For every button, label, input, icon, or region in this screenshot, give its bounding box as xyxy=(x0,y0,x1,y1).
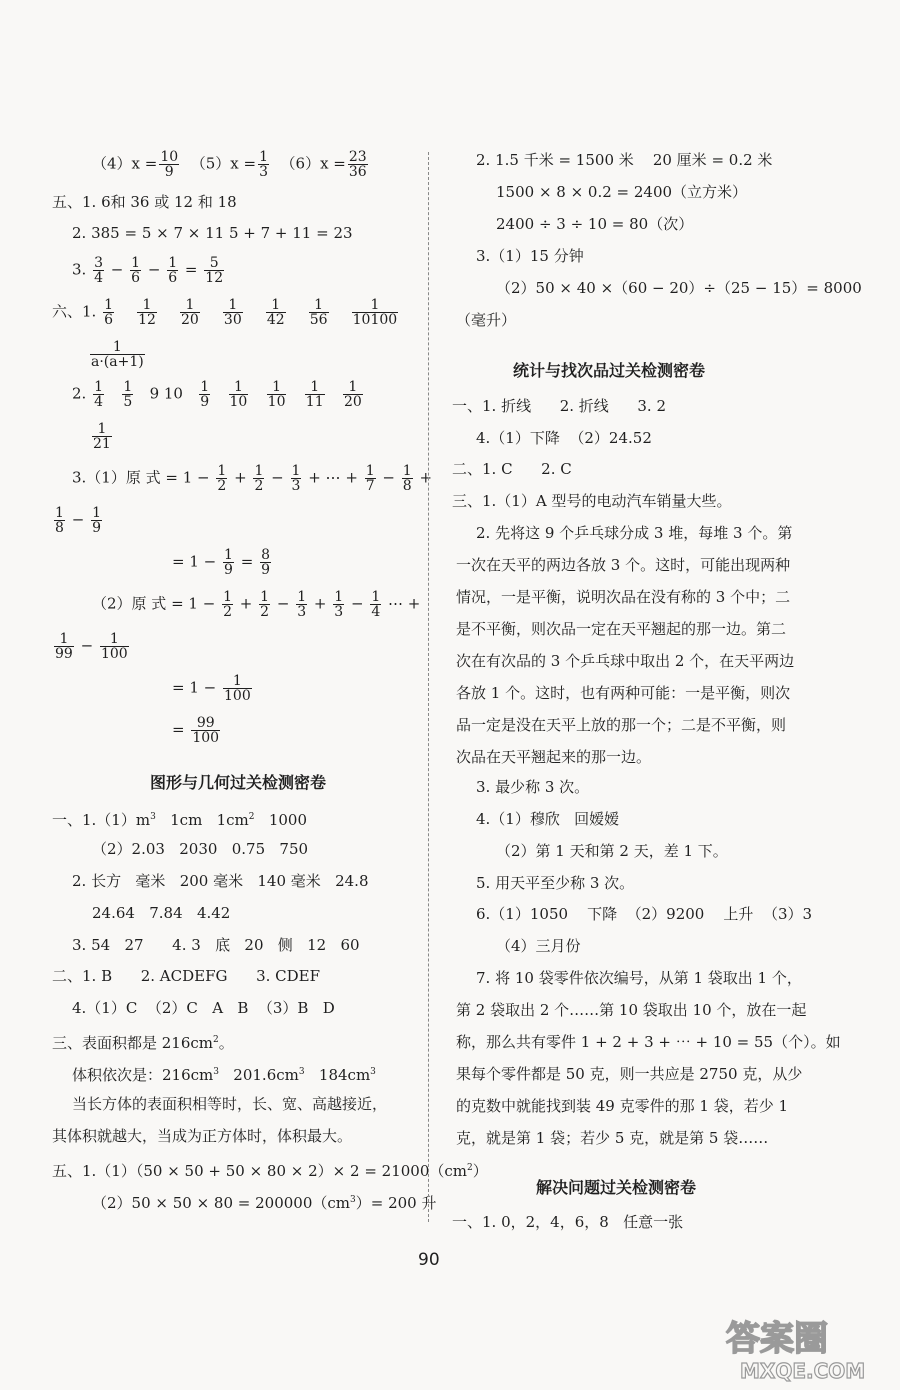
stats-line-3: 二、1. C 2. C xyxy=(452,460,572,478)
geometry-line-12: 五、$1.(1)(50 \times 50 + 50 \times 80 \times 2)\times 2 = 21000(cm^2)$ xyxy=(52,1162,488,1180)
geometry-line-9: 体积依次是：$216cm^3$ $201.6cm^3$ $184cm^3$ xyxy=(72,1066,376,1084)
right-line-4: 3.（1）15 分钟 xyxy=(476,247,584,265)
geometry-line-10: 当长方体的表面积相等时，长、宽、高越接近， xyxy=(72,1095,388,1113)
stats-line-7: 情况，一是平衡，说明次品在没有称的 3 个中；二 xyxy=(456,588,791,606)
left-line-6: $\frac{1}{a\cdot(a+1)}$ xyxy=(91,339,144,370)
geometry-line-1: 一、$1.(1)m^3$ 1cm $1cm^2$ 1000 xyxy=(52,811,307,829)
right-line-5: （2）50 × 40 ×（60 − 20）÷（25 − 15）= 8000 xyxy=(496,279,862,297)
left-line-9: 3.（1）原 式 = 1 − $\frac{1}{2}$ + $\frac{1}{2}$ − $\frac{1}{3}$ + ⋯ + $\frac{1}{7}$ − $\frac{1}{8}$ + xyxy=(72,463,433,494)
geometry-line-3: 2. 长方 毫米 200 毫米 140 毫米 24.8 xyxy=(72,872,369,890)
stats-line-4: 三、1.（1）A 型号的电动汽车销量大些。 xyxy=(452,492,732,510)
left-line-14: = 1 − $\frac{1}{100}$ xyxy=(172,673,251,704)
stats-line-6: 一次在天平的两边各放 3 个。这时，可能出现两种 xyxy=(456,556,791,574)
stats-line-22: 果每个零件都是 50 克，则一共应是 2750 克，从少 xyxy=(456,1065,803,1083)
stats-line-24: 克，就是第 1 袋；若少 5 克，就是第 5 袋…… xyxy=(456,1129,769,1147)
stats-line-5: 2. 先将这 9 个乒乓球分成 3 堆，每堆 3 个。第 xyxy=(476,524,793,542)
left-line-2: 五、1. 6和 36 或 12 和 18 xyxy=(52,193,237,211)
stats-line-19: 7. 将 10 袋零件依次编号，从第 1 袋取出 1 个， xyxy=(476,969,802,987)
section-title-problem-solving: 解决问题过关检测密卷 xyxy=(536,1178,697,1197)
stats-line-10: 各放 1 个。这时，也有两种可能：一是平衡，则次 xyxy=(456,684,791,702)
geometry-line-5: 3. 54 27 4. 3 底 20 侧 12 60 xyxy=(72,936,360,954)
stats-line-13: 3. 最少称 3 次。 xyxy=(476,778,590,796)
geometry-line-8: 三、表面积都是 $216cm^2$。 xyxy=(52,1034,234,1052)
left-line-10: $\frac{1}{8}$ − $\frac{1}{9}$ xyxy=(55,505,101,536)
watermark-text-1: 答案圈 xyxy=(726,1319,828,1359)
stats-line-21: 称，那么共有零件 1 + 2 + 3 + ⋯ + 10 = 55（个）。如 xyxy=(456,1033,841,1051)
stats-line-23: 的克数中就能找到装 49 克零件的那 1 袋，若少 1 xyxy=(456,1097,789,1115)
stats-line-1: 一、1. 折线 2. 折线 3. 2 xyxy=(452,397,666,415)
left-line-15: = $\frac{99}{100}$ xyxy=(172,715,220,746)
left-line-4: 3. $\frac{3}{4}$ − $\frac{1}{6}$ − $\frac{1}{6}$ = $\frac{5}{12}$ xyxy=(72,255,224,286)
geometry-line-13: $(2)50 \times 50 \times 80 = 200000(cm^3)= 200$ 升 xyxy=(92,1194,437,1212)
left-line-1: （4）x = $\frac{10}{9}$ （5）x = $\frac{1}{3}$ （6）x = $\frac{23}{36}$ xyxy=(92,149,367,180)
stats-line-18: （4）三月份 xyxy=(496,937,581,955)
left-line-7: 2. $\frac{1}{4}$ $\frac{1}{5}$ 9 10 $\frac{1}{9}$ $\frac{1}{10}$ $\frac{1}{10}$ $\frac{1}{11}$ $\frac{1}{20}$ xyxy=(72,379,362,410)
watermark-text-2: MXQE.COM xyxy=(740,1359,866,1382)
left-line-11: = 1 − $\frac{1}{9}$ = $\frac{8}{9}$ xyxy=(172,547,270,578)
stats-line-14: 4.（1）穆欣 回嫒嫒 xyxy=(476,810,620,828)
problem-line-1: 一、1. 0，2，4，6，8 任意一张 xyxy=(452,1213,684,1231)
column-divider xyxy=(428,152,429,1222)
page-number: 90 xyxy=(418,1250,440,1270)
left-line-5: 六、1. $\frac{1}{6}$ $\frac{1}{12}$ $\frac{1}{20}$ $\frac{1}{30}$ $\frac{1}{42}$ $\frac{1}{56}$ $\frac{1}{10100}$ xyxy=(52,297,398,328)
stats-line-11: 品一定是没在天平上放的那一个；二是不平衡，则 xyxy=(456,716,787,734)
right-line-6: （毫升） xyxy=(456,311,517,329)
stats-line-9: 次在有次品的 3 个乒乓球中取出 2 个，在天平两边 xyxy=(456,652,795,670)
geometry-line-2: （2）2.03 2030 0.75 750 xyxy=(92,840,309,858)
right-line-1: 2. 1.5 千米 = 1500 米 20 厘米 = 0.2 米 xyxy=(476,151,773,169)
stats-line-8: 是不平衡，则次品一定在天平翘起的那一边。第二 xyxy=(456,620,787,638)
stats-line-20: 第 2 袋取出 2 个……第 10 袋取出 10 个，放在一起 xyxy=(456,1001,807,1019)
stats-line-17: 6.（1）1050 下降 （2）9200 上升 （3）3 xyxy=(476,905,813,923)
right-line-3: 2400 ÷ 3 ÷ 10 = 80（次） xyxy=(496,215,694,233)
geometry-line-7: 4.（1）C （2）C A B （3）B D xyxy=(72,999,335,1017)
stats-line-16: 5. 用天平至少称 3 次。 xyxy=(476,874,635,892)
left-line-3: 2. 385 = 5 × 7 × 11 5 + 7 + 11 = 23 xyxy=(72,224,353,242)
stats-line-2: 4.（1）下降 （2）24.52 xyxy=(476,429,652,447)
section-title-geometry: 图形与几何过关检测密卷 xyxy=(150,773,327,792)
left-line-8: $\frac{1}{21}$ xyxy=(93,421,111,452)
watermark-logo xyxy=(720,1312,890,1382)
geometry-line-4: 24.64 7.84 4.42 xyxy=(92,904,231,922)
left-line-13: $\frac{1}{99}$ − $\frac{1}{100}$ xyxy=(55,631,128,662)
geometry-line-11: 其体积就越大，当成为正方体时，体积最大。 xyxy=(52,1127,353,1145)
right-line-2: 1500 × 8 × 0.2 = 2400（立方米） xyxy=(496,183,748,201)
stats-line-15: （2）第 1 天和第 2 天，差 1 下。 xyxy=(496,842,728,860)
left-line-12: （2）原 式 = 1 − $\frac{1}{2}$ + $\frac{1}{2}$ − $\frac{1}{3}$ + $\frac{1}{3}$ − $\frac{1}{4}$ ⋯ + xyxy=(92,589,421,620)
section-title-statistics: 统计与找次品过关检测密卷 xyxy=(513,361,706,380)
geometry-line-6: 二、1. B 2. ACDEFG 3. CDEF xyxy=(52,967,321,985)
stats-line-12: 次品在天平翘起来的那一边。 xyxy=(456,748,652,766)
